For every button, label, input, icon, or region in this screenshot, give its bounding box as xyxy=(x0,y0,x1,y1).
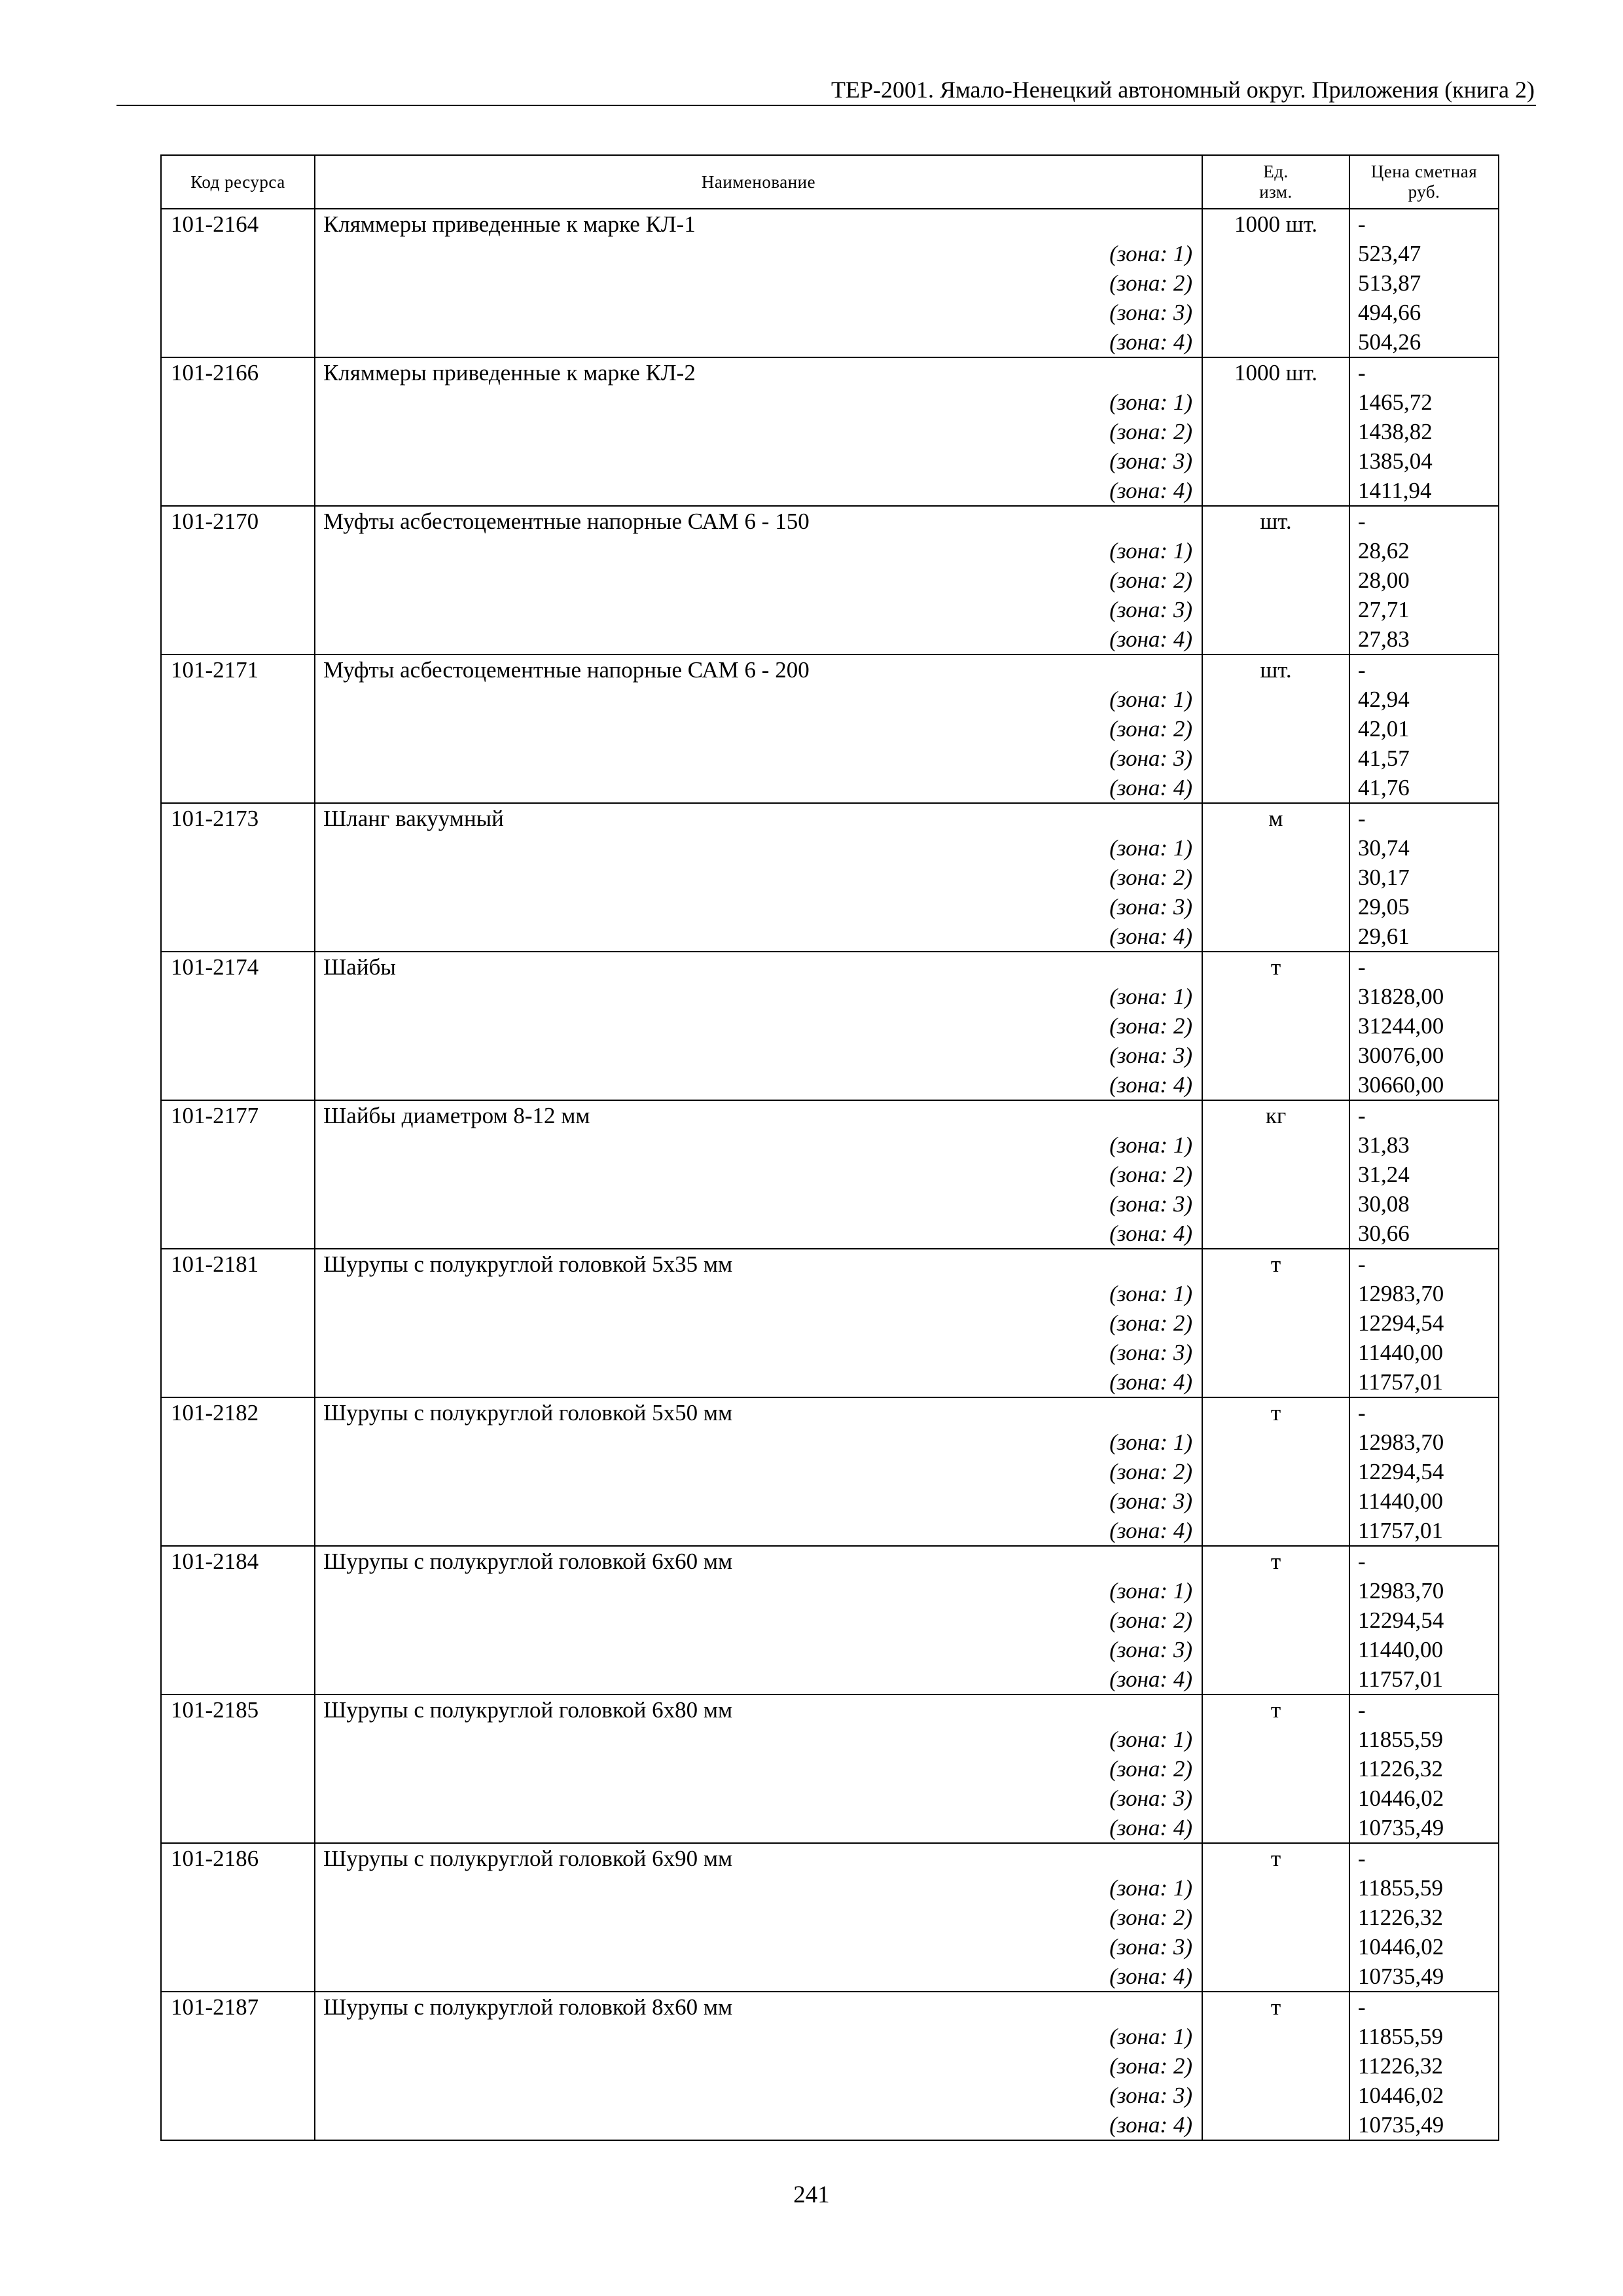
zone-label: (зона: 2) xyxy=(1109,1162,1192,1187)
zone-price: 494,66 xyxy=(1358,300,1421,325)
zone-label: (зона: 1) xyxy=(1109,241,1192,266)
unit-cell xyxy=(1202,1100,1349,1249)
zone-label: (зона: 4) xyxy=(1109,626,1192,652)
unit-cell xyxy=(1202,209,1349,357)
column-header-unit xyxy=(1202,155,1349,209)
price-cell xyxy=(1349,1695,1499,1843)
zone-label: (зона: 3) xyxy=(1109,300,1192,325)
zone-label: (зона: 1) xyxy=(1109,1578,1192,1604)
resource-code-cell xyxy=(161,1843,315,1992)
resource-name: Шурупы с полукруглой головкой 6x90 мм xyxy=(323,1846,733,1871)
zone-price: 30660,00 xyxy=(1358,1072,1444,1098)
zone-price: 523,47 xyxy=(1358,241,1421,266)
resource-name: Шайбы диаметром 8-12 мм xyxy=(323,1103,590,1128)
zone-label: (зона: 4) xyxy=(1109,1072,1192,1098)
zone-label: (зона: 4) xyxy=(1109,1369,1192,1395)
resource-code-cell xyxy=(161,357,315,506)
unit: т xyxy=(1270,1549,1281,1574)
zone-price: 10735,49 xyxy=(1358,1815,1444,1840)
zone-label: (зона: 2) xyxy=(1109,2053,1192,2079)
zone-label: (зона: 3) xyxy=(1109,2083,1192,2108)
unit: т xyxy=(1270,954,1281,980)
zone-label: (зона: 2) xyxy=(1109,1310,1192,1336)
resource-code: 101-2187 xyxy=(171,1994,259,2020)
price-cell xyxy=(1349,1843,1499,1992)
zone-label: (зона: 2) xyxy=(1109,1459,1192,1484)
zone-price: 11855,59 xyxy=(1358,1875,1443,1901)
zone-price: 504,26 xyxy=(1358,329,1421,355)
resource-code: 101-2171 xyxy=(171,657,259,683)
zone-price: 12983,70 xyxy=(1358,1578,1444,1604)
table-row xyxy=(161,1843,1499,1992)
column-header-unit-line2: изм. xyxy=(1259,182,1293,202)
resource-name-cell xyxy=(315,952,1202,1100)
unit: т xyxy=(1270,1994,1281,2020)
zone-label: (зона: 1) xyxy=(1109,2024,1192,2049)
zone-label: (зона: 3) xyxy=(1109,894,1192,920)
resource-code: 101-2181 xyxy=(171,1251,259,1277)
unit-cell xyxy=(1202,357,1349,506)
column-header-price-line1: Цена сметная xyxy=(1370,162,1478,181)
zone-price: 27,71 xyxy=(1358,597,1410,622)
resource-code-cell xyxy=(161,1397,315,1546)
unit: т xyxy=(1270,1846,1281,1871)
zone-label: (зона: 4) xyxy=(1109,329,1192,355)
zone-label: (зона: 1) xyxy=(1109,984,1192,1009)
zone-label: (зона: 2) xyxy=(1109,1756,1192,1782)
table-row xyxy=(161,952,1499,1100)
table-row xyxy=(161,357,1499,506)
table-header-row xyxy=(161,155,1499,209)
zone-label: (зона: 1) xyxy=(1109,1875,1192,1901)
zone-label: (зона: 4) xyxy=(1109,1815,1192,1840)
table-row xyxy=(161,506,1499,655)
resource-code: 101-2185 xyxy=(171,1697,259,1723)
zone-label: (зона: 4) xyxy=(1109,924,1192,949)
zone-label: (зона: 1) xyxy=(1109,835,1192,861)
resource-name: Шурупы с полукруглой головкой 5x35 мм xyxy=(323,1251,733,1277)
zone-price: 12294,54 xyxy=(1358,1310,1444,1336)
zone-price: 31244,00 xyxy=(1358,1013,1444,1039)
zone-label: (зона: 1) xyxy=(1109,538,1192,564)
resource-name: Кляммеры приведенные к марке КЛ-2 xyxy=(323,360,696,386)
zone-label: (зона: 2) xyxy=(1109,1013,1192,1039)
price-base: - xyxy=(1358,954,1366,980)
unit: 1000 шт. xyxy=(1234,360,1318,386)
zone-label: (зона: 3) xyxy=(1109,1488,1192,1514)
resource-name-cell xyxy=(315,1100,1202,1249)
zone-label: (зона: 3) xyxy=(1109,1191,1192,1217)
page-header xyxy=(116,72,1536,106)
zone-price: 11440,00 xyxy=(1358,1340,1443,1365)
price-base: - xyxy=(1358,360,1366,386)
unit-cell xyxy=(1202,506,1349,655)
resource-name-cell xyxy=(315,803,1202,952)
unit-cell xyxy=(1202,952,1349,1100)
resource-name-cell xyxy=(315,506,1202,655)
zone-label: (зона: 1) xyxy=(1109,1727,1192,1752)
unit: шт. xyxy=(1260,657,1292,683)
price-base: - xyxy=(1358,1846,1366,1871)
table-row xyxy=(161,655,1499,803)
zone-label: (зона: 1) xyxy=(1109,389,1192,415)
column-header-name: Наименование xyxy=(315,155,1202,209)
price-base: - xyxy=(1358,1103,1366,1128)
resource-name-cell xyxy=(315,1695,1202,1843)
table-row xyxy=(161,803,1499,952)
resource-name: Шурупы с полукруглой головкой 8x60 мм xyxy=(323,1994,733,2020)
price-cell xyxy=(1349,1546,1499,1695)
zone-price: 11226,32 xyxy=(1358,1756,1443,1782)
zone-price: 31828,00 xyxy=(1358,984,1444,1009)
zone-price: 513,87 xyxy=(1358,270,1421,296)
resource-name: Шурупы с полукруглой головкой 5x50 мм xyxy=(323,1400,733,1426)
resource-name: Шайбы xyxy=(323,954,396,980)
zone-label: (зона: 2) xyxy=(1109,716,1192,742)
zone-label: (зона: 1) xyxy=(1109,1132,1192,1158)
resource-name-cell xyxy=(315,1397,1202,1546)
resource-code-cell xyxy=(161,1695,315,1843)
resource-code: 101-2166 xyxy=(171,360,259,386)
zone-label: (зона: 4) xyxy=(1109,1666,1192,1692)
unit: т xyxy=(1270,1697,1281,1723)
zone-price: 30,66 xyxy=(1358,1221,1410,1246)
zone-label: (зона: 2) xyxy=(1109,1607,1192,1633)
price-cell xyxy=(1349,1992,1499,2140)
zone-price: 30,74 xyxy=(1358,835,1410,861)
zone-label: (зона: 4) xyxy=(1109,1221,1192,1246)
price-cell xyxy=(1349,1249,1499,1397)
zone-price: 10735,49 xyxy=(1358,2112,1444,2138)
zone-price: 30,08 xyxy=(1358,1191,1410,1217)
column-header-code: Код ресурса xyxy=(161,155,315,209)
zone-price: 10735,49 xyxy=(1358,1964,1444,1989)
zone-label: (зона: 4) xyxy=(1109,2112,1192,2138)
zone-price: 28,00 xyxy=(1358,567,1410,593)
resource-code-cell xyxy=(161,655,315,803)
table-row xyxy=(161,1992,1499,2140)
unit-cell xyxy=(1202,1843,1349,1992)
price-base: - xyxy=(1358,657,1366,683)
resource-code: 101-2173 xyxy=(171,806,259,831)
resource-code-cell xyxy=(161,1100,315,1249)
unit: т xyxy=(1270,1251,1281,1277)
unit: 1000 шт. xyxy=(1234,211,1318,237)
table-row xyxy=(161,1100,1499,1249)
resource-code-cell xyxy=(161,1249,315,1397)
resource-code-cell xyxy=(161,952,315,1100)
zone-label: (зона: 3) xyxy=(1109,745,1192,771)
column-header-price xyxy=(1349,155,1499,209)
zone-price: 31,24 xyxy=(1358,1162,1410,1187)
zone-label: (зона: 2) xyxy=(1109,270,1192,296)
zone-label: (зона: 2) xyxy=(1109,1905,1192,1930)
unit-cell xyxy=(1202,655,1349,803)
zone-label: (зона: 3) xyxy=(1109,448,1192,474)
resource-code-cell xyxy=(161,506,315,655)
zone-price: 30,17 xyxy=(1358,865,1410,890)
unit: т xyxy=(1270,1400,1281,1426)
resource-name-cell xyxy=(315,357,1202,506)
column-header-price-line2: руб. xyxy=(1408,182,1440,202)
zone-price: 10446,02 xyxy=(1358,1785,1444,1811)
resource-code: 101-2186 xyxy=(171,1846,259,1871)
zone-price: 12983,70 xyxy=(1358,1429,1444,1455)
zone-price: 42,01 xyxy=(1358,716,1410,742)
zone-label: (зона: 4) xyxy=(1109,1964,1192,1989)
zone-price: 12983,70 xyxy=(1358,1281,1444,1306)
zone-price: 11226,32 xyxy=(1358,1905,1443,1930)
unit-cell xyxy=(1202,1249,1349,1397)
zone-label: (зона: 2) xyxy=(1109,567,1192,593)
zone-price: 1465,72 xyxy=(1358,389,1433,415)
zone-price: 11757,01 xyxy=(1358,1666,1443,1692)
zone-label: (зона: 2) xyxy=(1109,865,1192,890)
price-base: - xyxy=(1358,1994,1366,2020)
table-row xyxy=(161,1546,1499,1695)
price-cell xyxy=(1349,952,1499,1100)
zone-price: 12294,54 xyxy=(1358,1607,1444,1633)
zone-price: 11440,00 xyxy=(1358,1637,1443,1662)
resource-name: Шурупы с полукруглой головкой 6x80 мм xyxy=(323,1697,733,1723)
zone-label: (зона: 2) xyxy=(1109,419,1192,444)
zone-price: 11757,01 xyxy=(1358,1518,1443,1543)
column-header-unit-line1: Ед. xyxy=(1263,162,1289,181)
resource-code: 101-2177 xyxy=(171,1103,259,1128)
price-cell xyxy=(1349,357,1499,506)
table-row xyxy=(161,1397,1499,1546)
zone-price: 11855,59 xyxy=(1358,1727,1443,1752)
unit-cell xyxy=(1202,803,1349,952)
zone-price: 29,05 xyxy=(1358,894,1410,920)
resource-name-cell xyxy=(315,1992,1202,2140)
resource-name: Шланг вакуумный xyxy=(323,806,504,831)
zone-price: 1411,94 xyxy=(1358,478,1432,503)
zone-price: 29,61 xyxy=(1358,924,1410,949)
resource-code-cell xyxy=(161,209,315,357)
table-row xyxy=(161,209,1499,357)
unit: м xyxy=(1268,806,1283,831)
zone-price: 11440,00 xyxy=(1358,1488,1443,1514)
unit-cell xyxy=(1202,1695,1349,1843)
table-row xyxy=(161,1695,1499,1843)
resource-code-cell xyxy=(161,803,315,952)
resource-name: Шурупы с полукруглой головкой 6x60 мм xyxy=(323,1549,733,1574)
resource-name-cell xyxy=(315,1546,1202,1695)
zone-label: (зона: 3) xyxy=(1109,597,1192,622)
price-cell xyxy=(1349,803,1499,952)
zone-price: 1438,82 xyxy=(1358,419,1433,444)
price-cell xyxy=(1349,209,1499,357)
zone-label: (зона: 1) xyxy=(1109,1281,1192,1306)
resource-name-cell xyxy=(315,209,1202,357)
unit: кг xyxy=(1265,1103,1287,1128)
resource-code: 101-2170 xyxy=(171,509,259,534)
unit-cell xyxy=(1202,1992,1349,2140)
zone-label: (зона: 4) xyxy=(1109,478,1192,503)
page-number: 241 xyxy=(793,2181,830,2208)
resource-name-cell xyxy=(315,655,1202,803)
resource-code: 101-2184 xyxy=(171,1549,259,1574)
price-base: - xyxy=(1358,1549,1366,1574)
resource-code: 101-2174 xyxy=(171,954,259,980)
zone-label: (зона: 1) xyxy=(1109,1429,1192,1455)
zone-label: (зона: 3) xyxy=(1109,1043,1192,1068)
zone-price: 11226,32 xyxy=(1358,2053,1443,2079)
price-base: - xyxy=(1358,509,1366,534)
zone-price: 10446,02 xyxy=(1358,2083,1444,2108)
price-base: - xyxy=(1358,806,1366,831)
resource-code: 101-2182 xyxy=(171,1400,259,1426)
price-base: - xyxy=(1358,1251,1366,1277)
zone-price: 11757,01 xyxy=(1358,1369,1443,1395)
resource-price-table xyxy=(160,154,1499,2141)
price-cell xyxy=(1349,1397,1499,1546)
zone-price: 30076,00 xyxy=(1358,1043,1444,1068)
zone-label: (зона: 3) xyxy=(1109,1785,1192,1811)
zone-price: 11855,59 xyxy=(1358,2024,1443,2049)
zone-price: 1385,04 xyxy=(1358,448,1433,474)
zone-label: (зона: 1) xyxy=(1109,687,1192,712)
resource-name-cell xyxy=(315,1249,1202,1397)
zone-label: (зона: 4) xyxy=(1109,775,1192,800)
table-row xyxy=(161,1249,1499,1397)
unit-cell xyxy=(1202,1397,1349,1546)
resource-code: 101-2164 xyxy=(171,211,259,237)
price-base: - xyxy=(1358,1400,1366,1426)
resource-code-cell xyxy=(161,1546,315,1695)
price-base: - xyxy=(1358,211,1366,237)
zone-price: 28,62 xyxy=(1358,538,1410,564)
price-cell xyxy=(1349,655,1499,803)
price-cell xyxy=(1349,1100,1499,1249)
resource-name: Муфты асбестоцементные напорные САМ 6 - 200 xyxy=(323,657,810,683)
running-title: ТЕР-2001. Ямало-Ненецкий автономный округ. Приложения (книга 2) xyxy=(831,77,1535,103)
zone-label: (зона: 4) xyxy=(1109,1518,1192,1543)
zone-price: 42,94 xyxy=(1358,687,1410,712)
resource-name: Кляммеры приведенные к марке КЛ-1 xyxy=(323,211,696,237)
resource-name-cell xyxy=(315,1843,1202,1992)
zone-price: 10446,02 xyxy=(1358,1934,1444,1960)
zone-price: 41,76 xyxy=(1358,775,1410,800)
zone-label: (зона: 3) xyxy=(1109,1340,1192,1365)
zone-label: (зона: 3) xyxy=(1109,1934,1192,1960)
resource-name: Муфты асбестоцементные напорные САМ 6 - 150 xyxy=(323,509,810,534)
zone-price: 41,57 xyxy=(1358,745,1410,771)
table-body xyxy=(161,209,1499,2140)
price-base: - xyxy=(1358,1697,1366,1723)
zone-price: 31,83 xyxy=(1358,1132,1410,1158)
zone-price: 12294,54 xyxy=(1358,1459,1444,1484)
unit-cell xyxy=(1202,1546,1349,1695)
resource-code-cell xyxy=(161,1992,315,2140)
price-cell xyxy=(1349,506,1499,655)
zone-label: (зона: 3) xyxy=(1109,1637,1192,1662)
unit: шт. xyxy=(1260,509,1292,534)
zone-price: 27,83 xyxy=(1358,626,1410,652)
